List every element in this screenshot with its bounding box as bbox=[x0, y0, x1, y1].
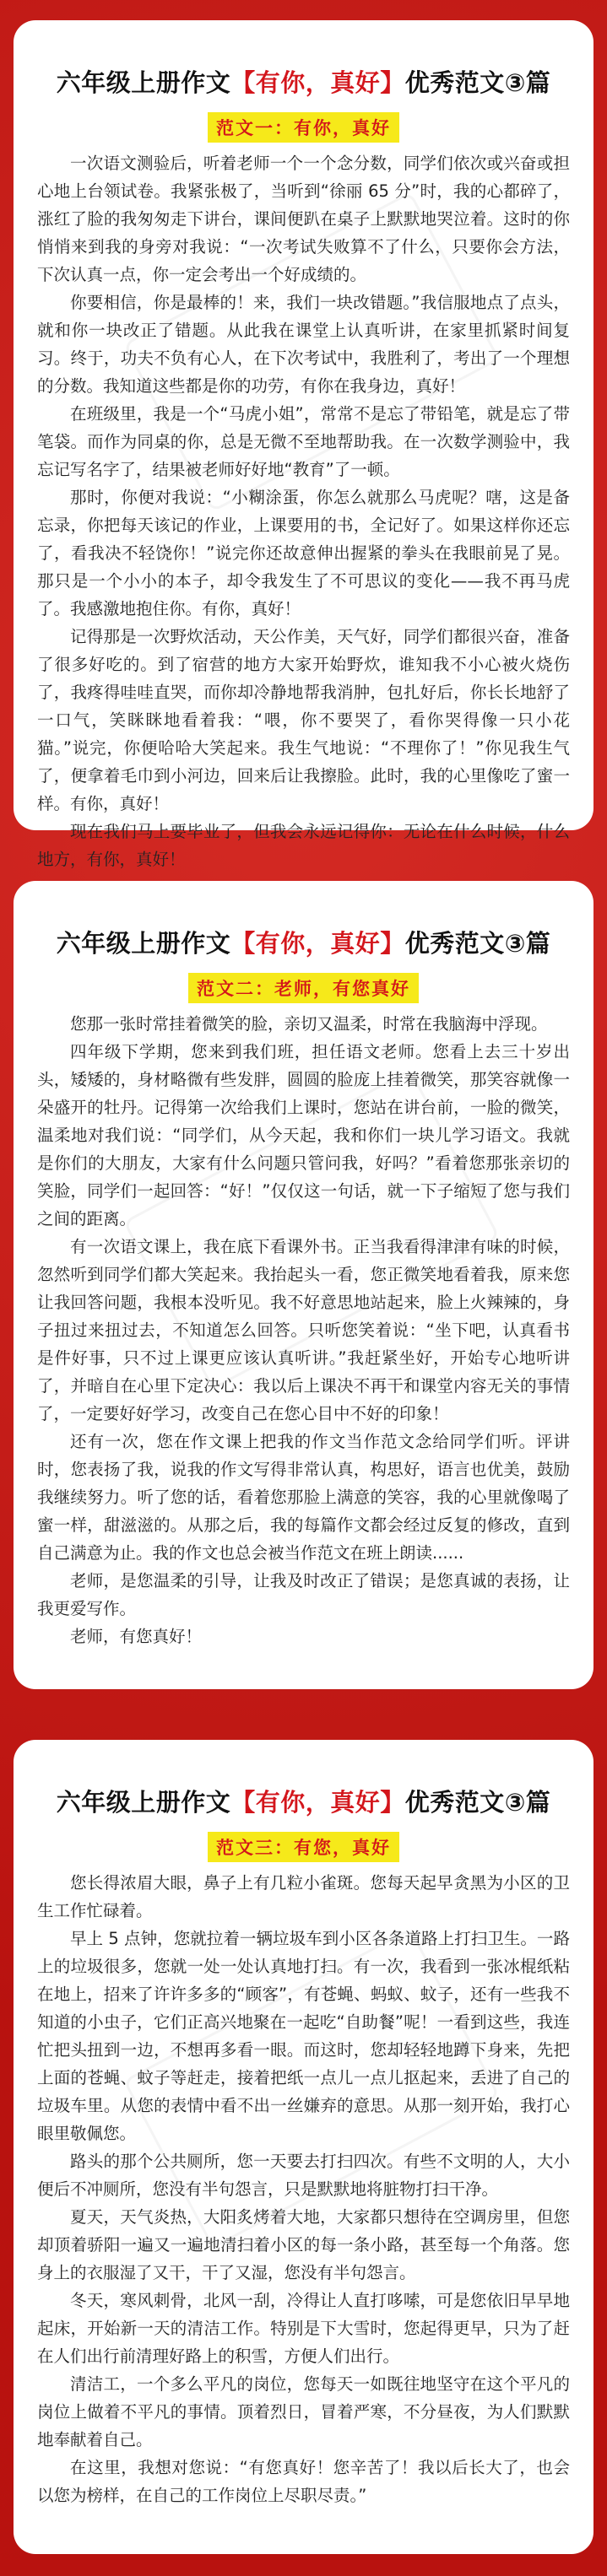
card-title bbox=[37, 925, 570, 959]
paragraph: 老师，有您真好！ bbox=[70, 1627, 203, 1646]
paragraph: 还有一次，您在作文课上把我的作文当作范文念给同学们听。评讲时，您表扬了我，说我的作文写得非常认真，构思好，语言也优美，鼓励我继续努力。听了您的话，看着您那脸上满意的笑容，我的心里就像喝了蜜一样，甜滋滋的。从那之后，我的每篇作文都会经过反复的修改，直到自己满意为止。我的作文也总会被当作范文在班上朗读...... bbox=[37, 1432, 570, 1563]
title-prefix: 六年级上册作文 bbox=[56, 1788, 231, 1817]
essay-subtitle: 范文三：有您，真好 bbox=[208, 1832, 399, 1862]
essay-body bbox=[37, 149, 570, 873]
card-title bbox=[37, 1784, 570, 1818]
essay-card-1 bbox=[14, 20, 593, 869]
title-prefix: 六年级上册作文 bbox=[56, 68, 231, 97]
title-highlight: 【有你，真好】 bbox=[230, 68, 405, 97]
paragraph: 老师，是您温柔的引导，让我及时改正了错误；是您真诚的表扬，让我更爱写作。 bbox=[37, 1571, 570, 1618]
paragraph: 冬天，寒风刺骨，北风一刮，冷得让人直打哆嗦，可是您依旧早早地起床，开始新一天的清洁工作。特别是下大雪时，您起得更早，只为了赶在人们出行前清理好路上的积雪，方便人们出行。 bbox=[37, 2291, 570, 2366]
paragraph: 您长得浓眉大眼，鼻子上有几粒小雀斑。您每天起早贪黑为小区的卫生工作忙碌着。 bbox=[37, 1873, 570, 1920]
paragraph: 那时，你便对我说：“小糊涂蛋，你怎么就那么马虎呢？嗐，这是备忘录，你把每天该记的作业，上课要用的书，全记好了。如果这样你还忘了，看我决不轻饶你！”说完你还故意伸出握紧的拳头在我眼前晃了晃。那只是一个小小的本子，却令我发生了不可思议的变化——我不再马虎了。我感激地抱住你。有你，真好！ bbox=[37, 488, 570, 618]
essay-body bbox=[37, 1010, 570, 1650]
paragraph: 路头的那个公共厕所，您一天要去打扫四次。有些不文明的人，大小便后不冲厕所，您没有半句怨言，只是默默地将脏物打扫干净。 bbox=[37, 2152, 570, 2199]
paragraph: 你要相信，你是最棒的！来，我们一块改错题。”我信服地点了点头，就和你一块改正了错题。从此我在课堂上认真听讲，在家里抓紧时间复习。终于，功夫不负有心人，在下次考试中，我胜利了，考出了一个理想的分数。我知道这些都是你的功劳，有你在我身边，真好！ bbox=[37, 293, 570, 396]
paragraph: 有一次语文课上，我在底下看课外书。正当我看得津津有味的时候，忽然听到同学们都大笑起来。我抬起头一看，您正微笑地看着我，原来您让我回答问题，我根本没听见。我不好意思地站起来，脸上火辣辣的，身子扭过来扭过去，不知道怎么回答。只听您笑着说：“坐下吧，认真看书是件好事，只不过上课更应该认真听讲。”我赶紧坐好，开始专心地听讲了，并暗自在心里下定决心：我以后上课决不再干和课堂内容无关的事情了，一定要好好学习，改变自己在您心目中不好的印象！ bbox=[37, 1237, 570, 1423]
paragraph: 在班级里，我是一个“马虎小姐”，常常不是忘了带铅笔，就是忘了带笔袋。而作为同桌的你，总是无微不至地帮助我。在一次数学测验中，我忘记写名字了，结果被老师好好地“教育”了一顿。 bbox=[37, 404, 570, 479]
paragraph: 清洁工，一个多么平凡的岗位，您每天一如既往地坚守在这个平凡的岗位上做着不平凡的事情。顶着烈日，冒着严寒，不分昼夜，为人们默默地奉献着自己。 bbox=[37, 2374, 570, 2449]
essay-card-2 bbox=[14, 881, 593, 1689]
card-title bbox=[37, 64, 570, 99]
essay-subtitle: 范文一：有你，真好 bbox=[208, 112, 399, 143]
essay-card-3 bbox=[14, 1740, 593, 2554]
paragraph: 在这里，我想对您说：“有您真好！您辛苦了！我以后长大了，也会以您为榜样，在自己的工作岗位上尽职尽责。” bbox=[37, 2458, 570, 2505]
paragraph: 四年级下学期，您来到我们班，担任语文老师。您看上去三十岁出头，矮矮的，身材略微有些发胖，圆圆的脸庞上挂着微笑，那笑容就像一朵盛开的牡丹。记得第一次给我们上课时，您站在讲台前，一脸的微笑，温柔地对我们说：“同学们，从今天起，我和你们一块儿学习语文。我就是你们的大朋友，大家有什么问题只管问我，好吗？”看着您那张亲切的笑脸，同学们一起回答：“好！”仅仅这一句话，就一下子缩短了您与我们之间的距离。 bbox=[37, 1042, 570, 1229]
title-suffix: 优秀范文③篇 bbox=[404, 68, 551, 97]
title-suffix: 优秀范文③篇 bbox=[404, 929, 551, 958]
paragraph: 夏天，天气炎热，大阳炙烤着大地，大家都只想待在空调房里，但您却顶着骄阳一遍又一遍地清扫着小区的每一条小路，甚至每一个角落。您身上的衣服湿了又干，干了又湿，您没有半句怨言。 bbox=[37, 2207, 570, 2282]
paragraph: 您那一张时常挂着微笑的脸，亲切又温柔，时常在我脑海中浮现。 bbox=[70, 1014, 548, 1034]
essay-subtitle: 范文二：老师，有您真好 bbox=[188, 973, 419, 1003]
paragraph: 现在我们马上要毕业了，但我会永远记得你：无论在什么时候，什么地方，有你，真好！ bbox=[37, 822, 570, 869]
essay-body bbox=[37, 1869, 570, 2509]
paragraph: 一次语文测验后，听着老师一个一个念分数，同学们依次或兴奋或担心地上台领试卷。我紧张极了，当听到“徐丽 65 分”时，我的心都碎了，涨红了脸的我匆匆走下讲台，课间便趴在桌子上默默地哭泣着。这时的你悄悄来到我的身旁对我说：“一次考试失败算不了什么，只要你会方法，下次认真一点，你一定会考出一个好成绩的。 bbox=[37, 154, 570, 284]
title-prefix: 六年级上册作文 bbox=[56, 929, 231, 958]
paragraph: 早上 5 点钟，您就拉着一辆垃圾车到小区各条道路上打扫卫生。一路上的垃圾很多，您就一处一处认真地打扫。有一次，我看到一张冰棍纸粘在地上，招来了许许多多的“顾客”，有苍蝇、蚂蚁、蚊子，还有一些我不知道的小虫子，它们正高兴地聚在一起吃“自助餐”呢！一看到这些，我连忙把头扭到一边，不想再多看一眼。而这时，您却轻轻地蹲下身来，先把上面的苍蝇、蚊子等赶走，接着把纸一点儿一点儿抠起来，丢进了自己的垃圾车里。从您的表情中看不出一丝嫌弃的意思。从那一刻开始，我打心眼里敬佩您。 bbox=[37, 1929, 570, 2143]
paragraph: 记得那是一次野炊活动，天公作美，天气好，同学们都很兴奋，准备了很多好吃的。到了宿营的地方大家开始野炊，谁知我不小心被火烧伤了，我疼得哇哇直哭，而你却冷静地帮我消肿，包扎好后，你长长地舒了一口气，笑眯眯地看着我：“喂，你不要哭了，看你哭得像一只小花猫。”说完，你便哈哈大笑起来。我生气地说：“不理你了！”你见我生气了，便拿着毛巾到小河边，回来后让我擦脸。此时，我的心里像吃了蜜一样。有你，真好！ bbox=[37, 627, 570, 813]
title-highlight: 【有你，真好】 bbox=[230, 929, 405, 958]
title-suffix: 优秀范文③篇 bbox=[404, 1788, 551, 1817]
title-highlight: 【有你，真好】 bbox=[230, 1788, 405, 1817]
